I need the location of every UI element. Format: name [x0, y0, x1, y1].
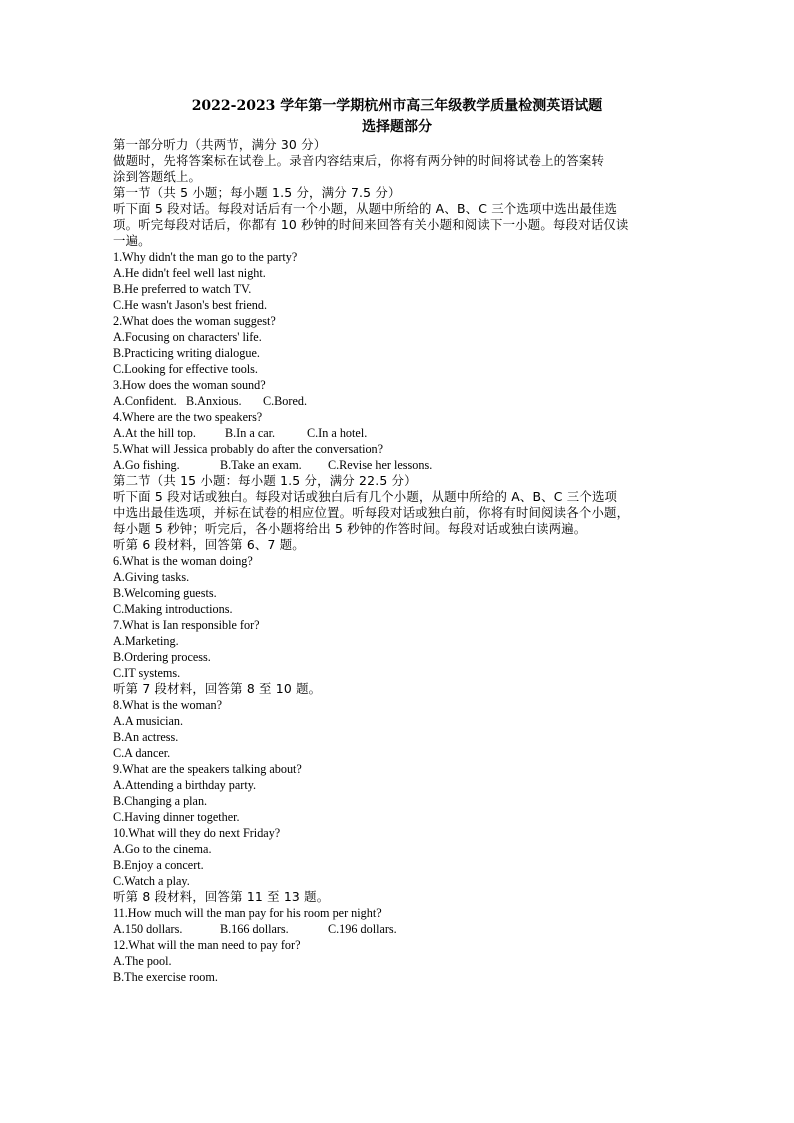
option-c: C.Looking for effective tools.	[113, 362, 258, 376]
option-b: B.Practicing writing dialogue.	[113, 346, 260, 360]
question-stem: 3.How does the woman sound?	[113, 378, 266, 392]
option-a: A.Giving tasks.	[113, 570, 190, 584]
question-stem: 8.What is the woman?	[113, 698, 222, 712]
option-b: B.In a car.	[225, 426, 276, 440]
option-c: C.A dancer.	[113, 746, 171, 760]
option-b: B.He preferred to watch TV.	[113, 282, 252, 296]
material-heading: 听第 8 段材料，回答第 11 至 13 题。	[113, 889, 330, 904]
section1-instruction: 项。听完每段对话后，你都有 10 秒钟的时间来回答有关小题和阅读下一小题。每段对话仅读	[113, 217, 629, 232]
question-stem: 1.Why didn't the man go to the party?	[113, 250, 298, 264]
option-c: C.Watch a play.	[113, 874, 190, 888]
page-subtitle: 选择题部分	[362, 119, 432, 135]
option-b: B.An actress.	[113, 730, 179, 744]
options-row	[113, 457, 693, 473]
option-a: A.Marketing.	[113, 634, 179, 648]
section2-instruction: 听下面 5 段对话或独白。每段对话或独白后有几个小题，从题中所给的 A、B、C 三个选项	[113, 489, 618, 504]
option-a: A.150 dollars.	[113, 922, 183, 936]
option-c: C.Bored.	[263, 394, 308, 408]
option-a: A.Focusing on characters' life.	[113, 330, 262, 344]
question-stem: 4.Where are the two speakers?	[113, 410, 263, 424]
option-b: B.Ordering process.	[113, 650, 211, 664]
part1-instruction: 涂到答题纸上。	[113, 169, 202, 184]
option-b: B.Changing a plan.	[113, 794, 208, 808]
question-stem: 11.How much will the man pay for his room per night?	[113, 906, 382, 920]
option-b: B.Enjoy a concert.	[113, 858, 204, 872]
options-row	[113, 425, 693, 441]
option-c: C.Making introductions.	[113, 602, 233, 616]
option-a: A.Go to the cinema.	[113, 842, 212, 856]
part1-heading: 第一部分听力（共两节，满分 30 分）	[113, 137, 327, 152]
material-heading: 听第 7 段材料，回答第 8 至 10 题。	[113, 681, 322, 696]
option-a: A.He didn't feel well last night.	[113, 266, 266, 280]
section2-instruction: 每小题 5 秒钟；听完后，各小题将给出 5 秒钟的作答时间。每段对话或独白读两遍。	[113, 521, 587, 536]
option-b: B.Anxious.	[186, 394, 242, 408]
option-a: A.The pool.	[113, 954, 172, 968]
option-c: C.In a hotel.	[307, 426, 368, 440]
question-stem: 9.What are the speakers talking about?	[113, 762, 302, 776]
option-c: C.196 dollars.	[328, 922, 397, 936]
option-a: A.A musician.	[113, 714, 184, 728]
question-stem: 2.What does the woman suggest?	[113, 314, 276, 328]
section2-heading: 第二节（共 15 小题：每小题 1.5 分，满分 22.5 分）	[113, 473, 417, 488]
options-row	[113, 921, 693, 937]
section2-instruction: 中选出最佳选项，并标在试卷的相应位置。听每段对话或独白前，你将有时间阅读各个小题，	[113, 505, 630, 520]
section1-instruction: 听下面 5 段对话。每段对话后有一个小题，从题中所给的 A、B、C 三个选项中选出最佳选	[113, 201, 618, 216]
question-stem: 7.What is Ian responsible for?	[113, 618, 260, 632]
page-title: 2022-2023 学年第一学期杭州市高三年级教学质量检测英语试题	[191, 98, 603, 114]
option-a: A.At the hill top.	[113, 426, 196, 440]
question-stem: 6.What is the woman doing?	[113, 554, 253, 568]
option-b: B.Take an exam.	[220, 458, 302, 472]
section1-heading: 第一节（共 5 小题；每小题 1.5 分，满分 7.5 分）	[113, 185, 401, 200]
question-stem: 5.What will Jessica probably do after the conversation?	[113, 442, 384, 456]
option-b: B.Welcoming guests.	[113, 586, 217, 600]
material-heading: 听第 6 段材料，回答第 6、7 题。	[113, 537, 305, 552]
section1-instruction: 一遍。	[113, 233, 151, 248]
option-c: C.IT systems.	[113, 666, 181, 680]
option-b: B.166 dollars.	[220, 922, 289, 936]
options-row	[113, 393, 693, 409]
option-c: C.Having dinner together.	[113, 810, 240, 824]
option-a: A.Confident.	[113, 394, 177, 408]
exam-content	[113, 137, 693, 985]
question-stem: 12.What will the man need to pay for?	[113, 938, 301, 952]
question-stem: 10.What will they do next Friday?	[113, 826, 281, 840]
option-c: C.Revise her lessons.	[328, 458, 433, 472]
option-a: A.Go fishing.	[113, 458, 180, 472]
part1-instruction: 做题时，先将答案标在试卷上。录音内容结束后，你将有两分钟的时间将试卷上的答案转	[113, 153, 605, 168]
option-a: A.Attending a birthday party.	[113, 778, 257, 792]
option-c: C.He wasn't Jason's best friend.	[113, 298, 268, 312]
option-b: B.The exercise room.	[113, 970, 218, 984]
